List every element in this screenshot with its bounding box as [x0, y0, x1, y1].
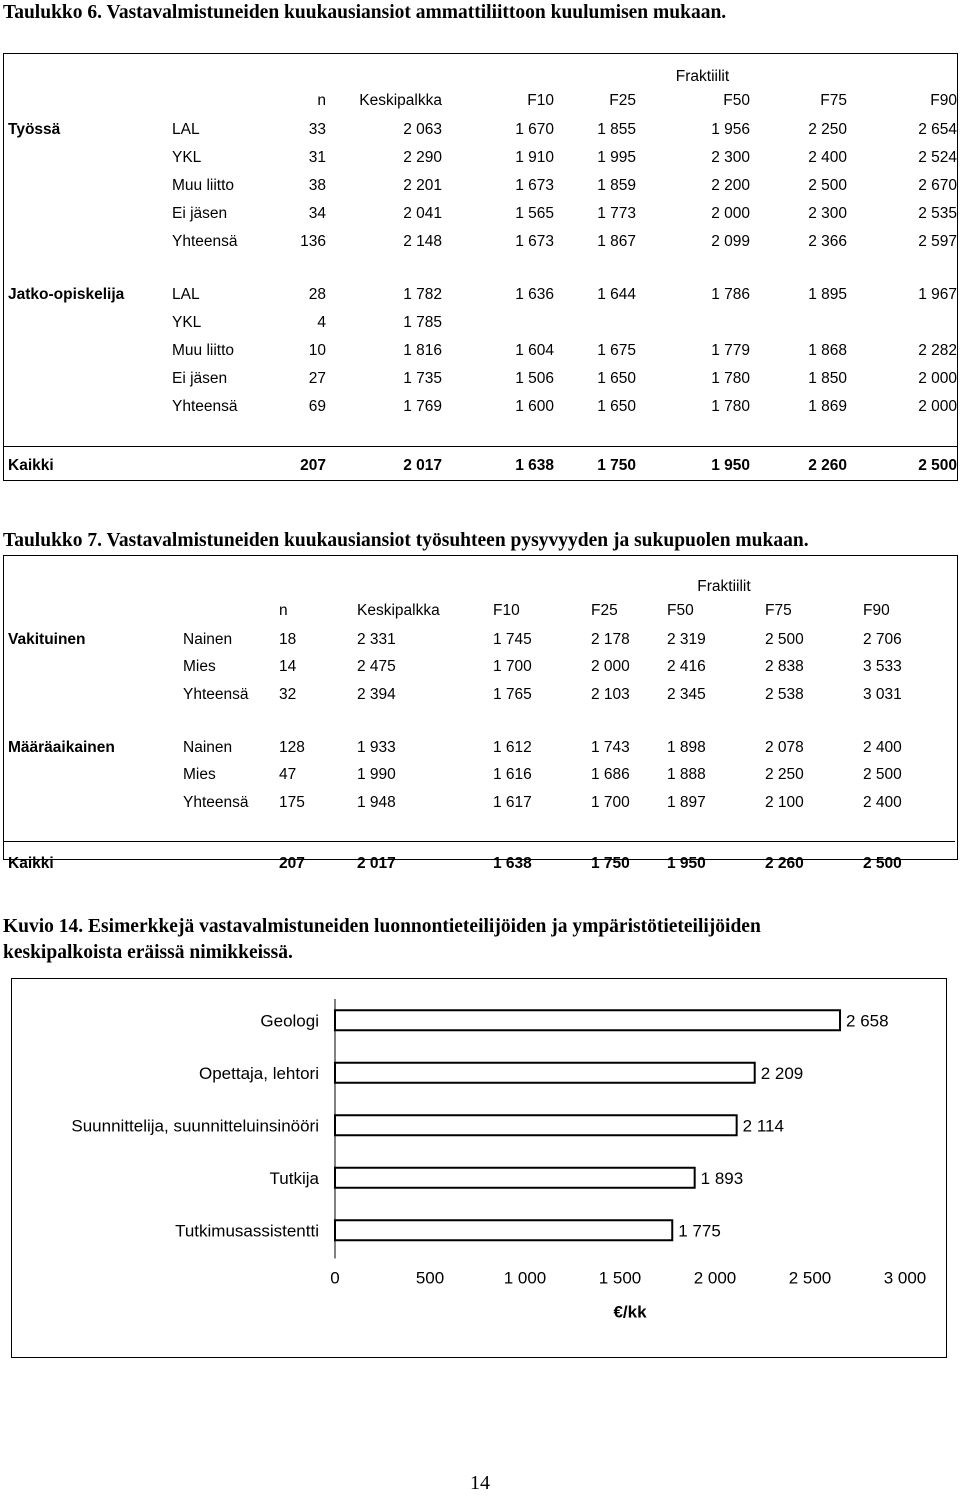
table-cell: 2 366 [808, 233, 847, 250]
table-cell: 2 654 [918, 121, 957, 138]
column-header-row [4, 86, 957, 116]
table-cell: 128 [279, 738, 305, 756]
table-row [4, 681, 955, 709]
fraktiilit-group-header: Fraktiilit [697, 578, 751, 595]
table-cell: 1 779 [711, 342, 750, 359]
table-cell: 1 745 [493, 630, 532, 648]
table-cell: 2 100 [765, 793, 804, 811]
row-label: Muu liitto [172, 342, 235, 359]
table6 [4, 54, 957, 486]
table-cell: 1 604 [515, 342, 554, 359]
table-cell: 2 524 [918, 149, 957, 166]
table-cell: 1 967 [918, 286, 957, 303]
table-cell: 2 041 [403, 205, 442, 222]
table-cell: 1 769 [403, 398, 442, 415]
table-cell: 2 250 [765, 766, 804, 784]
table-row [4, 200, 957, 228]
table-cell: 1 850 [808, 370, 847, 387]
x-tick-label: 500 [415, 1268, 445, 1288]
table-row [4, 309, 957, 337]
table-row [4, 626, 955, 654]
table-cell: 1 616 [493, 766, 532, 784]
category-label: Tutkija [269, 1168, 319, 1188]
table-cell: 2 250 [808, 121, 847, 138]
table-cell: 28 [308, 286, 326, 303]
column-header: F25 [591, 602, 618, 619]
table-cell: 1 859 [597, 177, 636, 194]
total-cell: 1 950 [711, 457, 750, 475]
category-label: Tutkimusassistentti [175, 1221, 319, 1241]
column-header: F90 [863, 602, 890, 619]
table-cell: 2 103 [591, 685, 630, 703]
table-cell [554, 309, 636, 337]
table-cell: 33 [308, 121, 326, 138]
table-cell: 2 400 [863, 738, 902, 756]
table-cell: 1 816 [403, 342, 442, 359]
table-cell: 38 [308, 177, 326, 194]
group-label: Määräaikainen [8, 738, 115, 756]
row-label: LAL [172, 286, 200, 303]
table-row [4, 281, 957, 309]
table-cell: 1 868 [808, 342, 847, 359]
table-cell: 2 063 [403, 121, 442, 138]
table-cell: 1 650 [597, 398, 636, 415]
column-header: F75 [765, 602, 792, 619]
table-cell: 2 394 [357, 685, 396, 703]
column-header: Keskipalkka [357, 602, 440, 619]
table-cell: 18 [279, 630, 297, 648]
table-cell [750, 309, 847, 337]
column-header: F50 [667, 602, 694, 619]
table-cell [636, 309, 750, 337]
salary-bar-chart [12, 979, 946, 1357]
table-cell: 1 644 [597, 286, 636, 303]
group-label [4, 365, 172, 393]
table-cell: 2 290 [403, 149, 442, 166]
table-cell: 1 897 [667, 793, 706, 811]
table-cell: 1 995 [597, 149, 636, 166]
table-cell [847, 309, 957, 337]
column-header: F25 [609, 92, 636, 109]
table-cell: 10 [308, 342, 326, 359]
table-cell: 2 282 [918, 342, 957, 359]
table-cell: 2 400 [808, 149, 847, 166]
table-cell: 1 933 [357, 738, 396, 756]
table-row [4, 734, 955, 762]
value-label: 1 893 [700, 1168, 744, 1188]
table-cell: 2 000 [918, 370, 957, 387]
table-cell: 136 [300, 233, 326, 250]
table7-box [3, 555, 958, 873]
total-cell: 2 017 [403, 457, 442, 475]
table-row [4, 365, 957, 393]
table-cell: 3 031 [863, 685, 902, 703]
table-cell: 1 895 [808, 286, 847, 303]
table-cell: 1 735 [403, 370, 442, 387]
row-label: Ei jäsen [172, 205, 228, 222]
table-cell: 34 [308, 205, 326, 222]
group-label [4, 337, 172, 365]
total-cell: 2 260 [765, 855, 804, 873]
value-label: 2 658 [846, 1011, 889, 1031]
value-label: 1 775 [678, 1221, 721, 1241]
table-cell: 1 670 [515, 121, 554, 138]
table-cell: 69 [308, 398, 326, 415]
table-cell: 1 506 [515, 370, 554, 387]
total-cell: 2 500 [863, 855, 902, 873]
category-label: Opettaja, lehtori [198, 1063, 319, 1083]
table-cell: 2 200 [711, 177, 750, 194]
total-cell: 2 017 [357, 855, 396, 873]
table-cell: 1 743 [591, 738, 630, 756]
table-cell: 2 345 [667, 685, 706, 703]
table-row [4, 789, 955, 817]
figure14-chart-frame [11, 978, 947, 1358]
table-cell: 27 [308, 370, 326, 387]
bar [335, 1220, 672, 1240]
table-cell: 1 765 [493, 685, 532, 703]
total-cell: 1 638 [515, 457, 554, 475]
total-cell: 1 750 [597, 457, 636, 475]
table-cell: 2 331 [357, 630, 396, 648]
bar [335, 1063, 755, 1083]
table-cell: 1 990 [357, 766, 396, 784]
column-header: Keskipalkka [359, 92, 442, 109]
total-cell: 207 [300, 457, 326, 475]
group-label [4, 761, 183, 789]
table-row [4, 116, 957, 144]
page-number: 14 [470, 1472, 490, 1494]
table-cell: 31 [308, 149, 326, 166]
table-cell: 1 636 [515, 286, 554, 303]
table-cell: 1 898 [667, 738, 706, 756]
table-row [4, 393, 957, 421]
figure14-caption-line1: Kuvio 14. Esimerkkejä vastavalmistuneiden luonnontieteilijöiden ja ympäristötieteilijöiden [3, 916, 761, 937]
table-cell: 1 673 [515, 177, 554, 194]
row-label: LAL [172, 121, 200, 138]
table-cell: 1 869 [808, 398, 847, 415]
column-header: F75 [820, 92, 847, 109]
group-label [4, 309, 172, 337]
table-cell: 3 533 [863, 658, 902, 676]
table-cell: 2 099 [711, 233, 750, 250]
group-label [4, 144, 172, 172]
row-label: Nainen [183, 630, 233, 648]
table-cell: 1 910 [515, 149, 554, 166]
row-label: Ei jäsen [172, 370, 228, 387]
group-label [4, 654, 183, 682]
group-label [4, 789, 183, 817]
row-label: Yhteensä [172, 233, 238, 250]
table-cell: 2 148 [403, 233, 442, 250]
table-cell: 2 201 [403, 177, 442, 194]
table-cell: 1 600 [515, 398, 554, 415]
table-cell: 14 [279, 658, 297, 676]
spacer-row [4, 817, 955, 842]
group-label [4, 200, 172, 228]
table-row [4, 228, 957, 256]
table-cell: 1 780 [711, 370, 750, 387]
column-header: F50 [723, 92, 750, 109]
table-cell: 1 700 [493, 658, 532, 676]
x-tick-label: 2 500 [788, 1268, 832, 1288]
group-label: Vakituinen [8, 630, 86, 648]
table-cell: 2 535 [918, 205, 957, 222]
table-cell: 1 867 [597, 233, 636, 250]
table-cell [448, 309, 554, 337]
table-cell: 1 780 [711, 398, 750, 415]
table-cell: 2 000 [918, 398, 957, 415]
table-cell: 1 948 [357, 793, 396, 811]
x-tick-label: 2 000 [693, 1268, 737, 1288]
column-header-row [4, 596, 955, 626]
table-cell: 1 612 [493, 738, 532, 756]
table-cell: 2 300 [711, 149, 750, 166]
table-row [4, 144, 957, 172]
table-cell: 1 785 [403, 314, 442, 331]
total-label: Kaikki [8, 855, 54, 873]
table6-caption: Taulukko 6. Vastavalmistuneiden kuukausiansiot ammattiliittoon kuulumisen mukaan. [3, 2, 727, 23]
table-cell: 2 500 [765, 630, 804, 648]
table-cell: 4 [317, 314, 326, 331]
table-row [4, 654, 955, 682]
spacer-row [4, 709, 955, 734]
group-label [4, 228, 172, 256]
total-cell: 1 950 [667, 855, 706, 873]
group-label: Jatko-opiskelija [8, 286, 125, 303]
table-cell: 2 500 [808, 177, 847, 194]
bar [335, 1168, 695, 1188]
column-header: F10 [527, 92, 554, 109]
row-label: Mies [183, 658, 216, 676]
table7 [4, 556, 955, 887]
column-header: n [279, 602, 288, 619]
x-tick-label: 0 [330, 1268, 340, 1288]
bar [335, 1115, 737, 1135]
table-cell: 2 078 [765, 738, 804, 756]
group-header-row [4, 54, 957, 86]
total-cell: 207 [279, 855, 305, 873]
table-cell: 1 888 [667, 766, 706, 784]
total-row [4, 842, 955, 887]
x-axis-label: €/kk [613, 1302, 647, 1322]
table-cell: 2 416 [667, 658, 706, 676]
row-label: Yhteensä [183, 685, 249, 703]
group-label: Työssä [8, 121, 61, 138]
table7-caption: Taulukko 7. Vastavalmistuneiden kuukausiansiot työsuhteen pysyvyyden ja sukupuolen mukaan. [3, 530, 809, 551]
total-cell: 1 638 [493, 855, 532, 873]
figure14-caption-line2: keskipalkoista eräissä nimikkeissä. [3, 942, 293, 963]
group-label [4, 172, 172, 200]
row-label: Yhteensä [172, 398, 238, 415]
table-cell: 2 838 [765, 658, 804, 676]
table-cell: 2 670 [918, 177, 957, 194]
fraktiilit-group-header: Fraktiilit [675, 68, 730, 85]
table-cell: 1 786 [711, 286, 750, 303]
total-row [4, 446, 957, 486]
table-cell: 1 773 [597, 205, 636, 222]
row-label: Nainen [183, 738, 233, 756]
total-cell: 2 260 [808, 457, 847, 475]
table-cell: 2 538 [765, 685, 804, 703]
bar [335, 1010, 840, 1030]
table-cell: 1 675 [597, 342, 636, 359]
x-tick-label: 1 500 [598, 1268, 642, 1288]
row-label: Yhteensä [183, 793, 249, 811]
total-label: Kaikki [8, 457, 54, 475]
table-cell: 1 686 [591, 766, 630, 784]
table-cell: 2 400 [863, 793, 902, 811]
group-label [4, 393, 172, 421]
total-cell: 2 500 [918, 457, 957, 475]
row-label: Muu liitto [172, 177, 235, 194]
table-cell: 175 [279, 793, 305, 811]
table-cell: 1 673 [515, 233, 554, 250]
table-cell: 1 700 [591, 793, 630, 811]
group-header-row [4, 556, 955, 596]
table-cell: 2 000 [711, 205, 750, 222]
x-tick-label: 3 000 [883, 1268, 927, 1288]
total-cell: 1 750 [591, 855, 630, 873]
table-cell: 1 617 [493, 793, 532, 811]
value-label: 2 209 [760, 1063, 804, 1083]
spacer-row [4, 256, 957, 281]
table-cell: 47 [279, 766, 297, 784]
value-label: 2 114 [742, 1116, 784, 1136]
table-cell: 32 [279, 685, 297, 703]
table-cell: 1 650 [597, 370, 636, 387]
category-label: Geologi [260, 1011, 319, 1031]
table-cell: 1 782 [403, 286, 442, 303]
table-cell: 2 000 [591, 658, 630, 676]
table-cell: 2 706 [863, 630, 902, 648]
table-cell: 2 500 [863, 766, 902, 784]
spacer-row [4, 421, 957, 446]
table-row [4, 337, 957, 365]
column-header: F90 [930, 92, 957, 109]
group-label [4, 681, 183, 709]
table-row [4, 761, 955, 789]
table6-box [3, 53, 958, 481]
row-label: Mies [183, 766, 216, 784]
table-cell: 2 319 [667, 630, 706, 648]
table-cell: 2 300 [808, 205, 847, 222]
table-cell: 1 956 [711, 121, 750, 138]
x-tick-label: 1 000 [503, 1268, 547, 1288]
column-header: n [317, 92, 326, 109]
table-cell: 1 565 [515, 205, 554, 222]
table-cell: 2 178 [591, 630, 630, 648]
column-header: F10 [493, 602, 520, 619]
table-cell: 2 597 [918, 233, 957, 250]
table-cell: 1 855 [597, 121, 636, 138]
table-row [4, 172, 957, 200]
table-cell: 2 475 [357, 658, 396, 676]
row-label: YKL [172, 314, 202, 331]
row-label: YKL [172, 149, 202, 166]
category-label: Suunnittelija, suunnitteluinsinööri [71, 1116, 319, 1136]
